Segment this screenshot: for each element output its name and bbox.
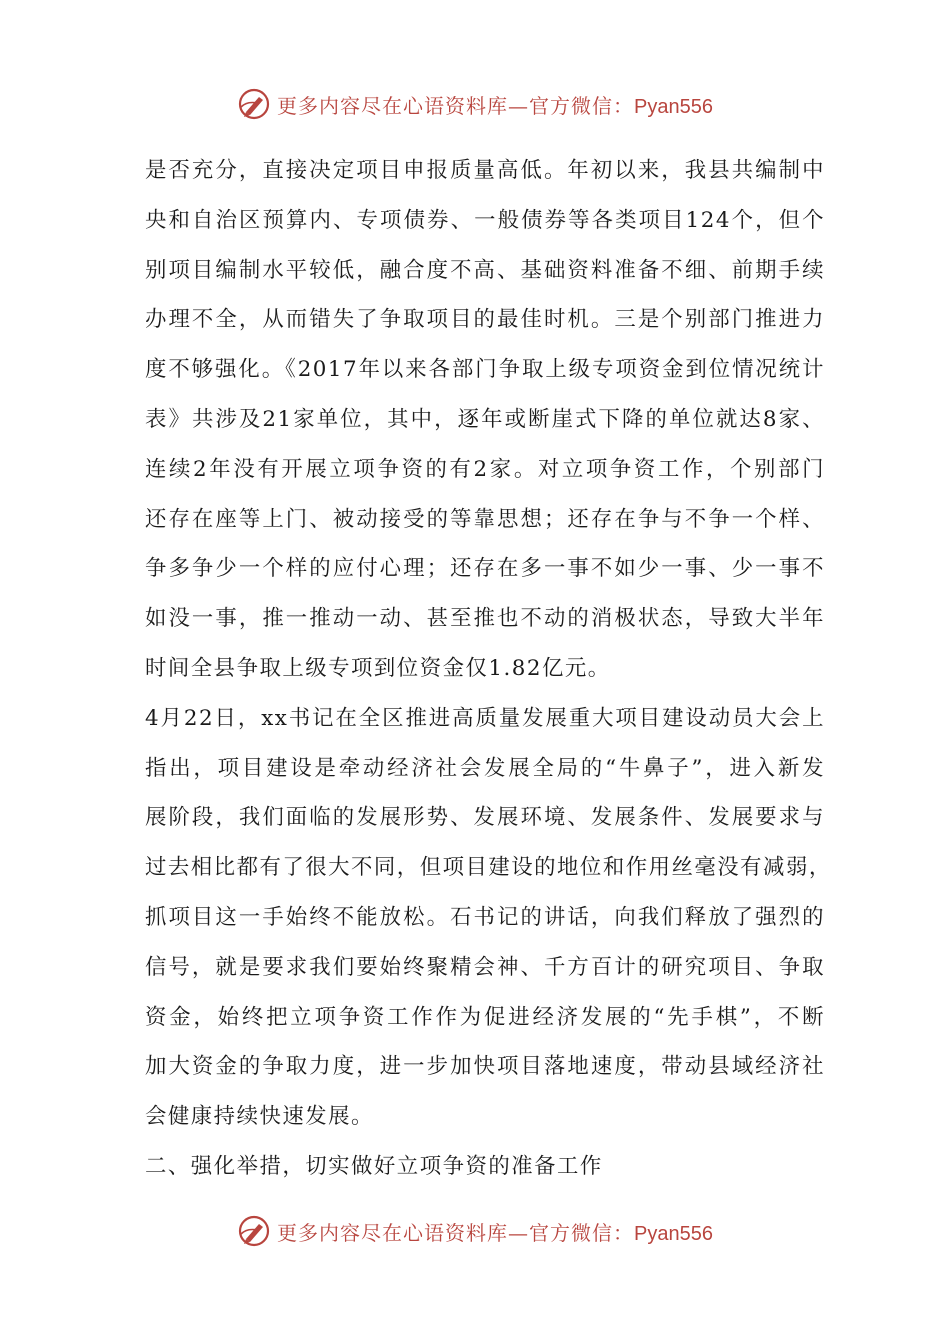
text-line: 如没一事，推一推动一动、甚至推也不动的消极状态，导致大半年 [145, 606, 825, 632]
watermark-banner-bottom [0, 1211, 950, 1251]
text-line: 过去相比都有了很大不同，但项目建设的地位和作用丝毫没有减弱， [145, 855, 832, 881]
body-text [145, 146, 832, 1192]
watermark-text: 更多内容尽在心语资料库—官方微信：Pyan556 [277, 93, 713, 118]
pen-logo-icon [237, 87, 271, 121]
text-line: 争多争少一个样的应付心理；还存在多一事不如少一事、少一事不 [145, 556, 825, 582]
pen-logo-icon [237, 1214, 271, 1248]
text-line: 表》共涉及21家单位，其中，逐年或断崖式下降的单位就达8家、 [145, 406, 825, 432]
text-line: 会健康持续快速发展。 [145, 1104, 374, 1130]
text-line: 度不够强化。《2017年以来各部门争取上级专项资金到位情况统计 [145, 357, 825, 383]
text-line: 是否充分，直接决定项目申报质量高低。年初以来，我县共编制中 [145, 158, 825, 183]
text-line: 信号，就是要求我们要始终聚精会神、千方百计的研究项目、争取 [145, 954, 825, 980]
text-line: 加大资金的争取力度，进一步加快项目落地速度，带动县域经济社 [145, 1054, 825, 1080]
text-line: 4月22日，xx书记在全区推进高质量发展重大项目建设动员大会上 [145, 705, 825, 731]
text-line: 指出，项目建设是牵动经济社会发展全局的“牛鼻子”，进入新发 [145, 755, 825, 781]
section-heading: 二、强化举措，切实做好立项争资的准备工作 [145, 1153, 603, 1179]
text-line: 连续2年没有开展立项争资的有2家。对立项争资工作，个别部门 [145, 456, 825, 482]
text-line: 还存在座等上门、被动接受的等靠思想；还存在争与不争一个样、 [145, 506, 825, 532]
text-line: 央和自治区预算内、专项债券、一般债券等各类项目124个，但个 [145, 207, 825, 233]
watermark-text: 更多内容尽在心语资料库—官方微信：Pyan556 [277, 1220, 713, 1245]
text-line: 展阶段，我们面临的发展形势、发展环境、发展条件、发展要求与 [145, 805, 825, 831]
text-line: 资金，始终把立项争资工作作为促进经济发展的“先手棋”，不断 [145, 1004, 825, 1030]
text-line: 办理不全，从而错失了争取项目的最佳时机。三是个别部门推进力 [145, 307, 825, 333]
text-line: 抓项目这一手始终不能放松。石书记的讲话，向我们释放了强烈的 [145, 904, 825, 930]
text-line: 时间全县争取上级专项到位资金仅1.82亿元。 [145, 655, 611, 681]
watermark-banner-top [0, 84, 950, 124]
text-line: 别项目编制水平较低，融合度不高、基础资料准备不细、前期手续 [145, 257, 825, 283]
